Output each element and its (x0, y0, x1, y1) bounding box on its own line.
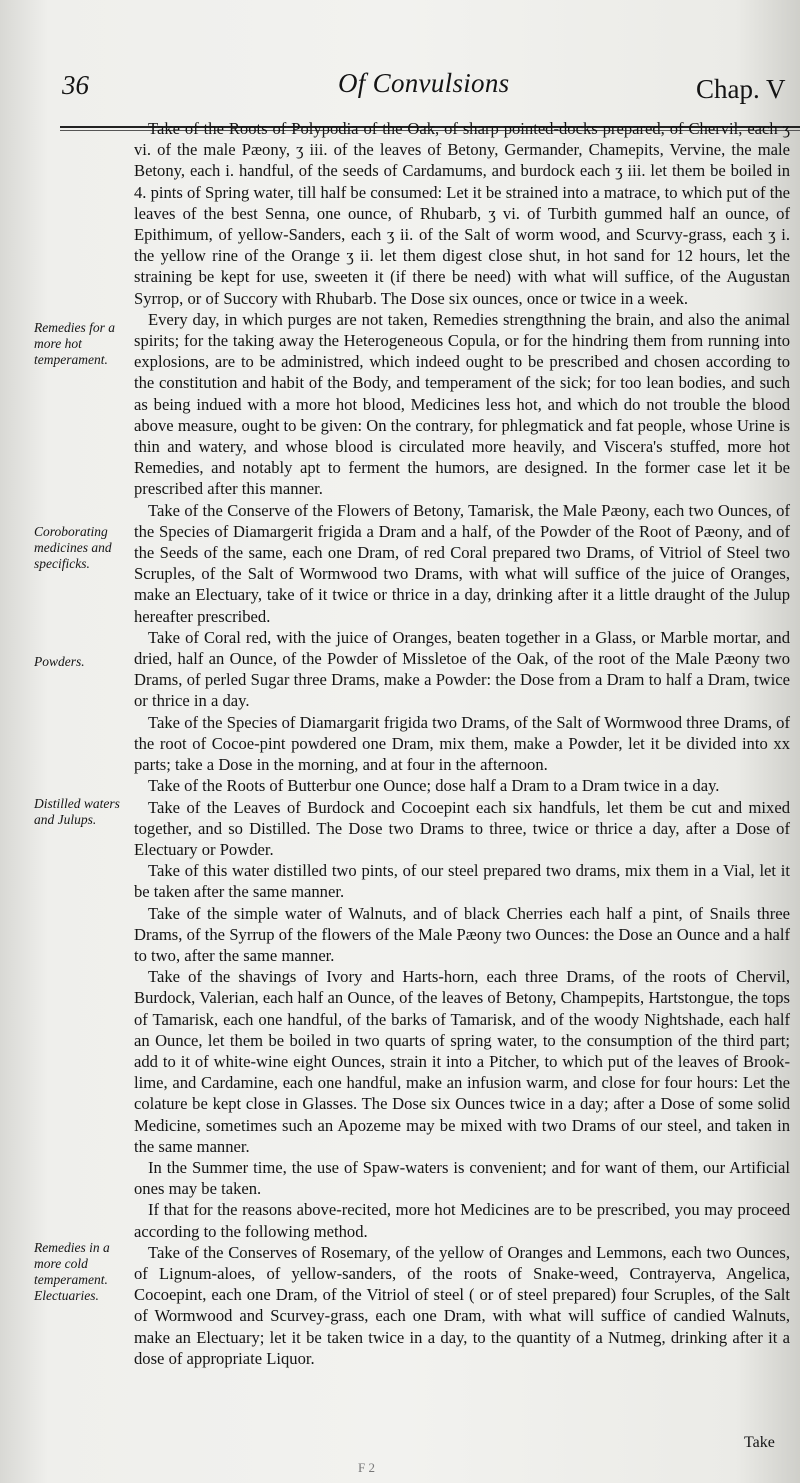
paragraph: Take of the Conserve of the Flowers of Betony, Tamarisk, the Male Pæony, each two Ounces, of the Species of Diamargerit frigida a Dram and a half, of the Powder of the Root of Pæony, and of the Seeds of the same, each one Dram, of red Coral prepared two Drams, of Vitriol of Steel two Scruples, of the Salt of Wormwood two Drams, with what will suffice of the juice of Oranges, make an Electuary, take of it twice or thrice in a day, drinking after it a little draught of the Julup hereafter prescribed. (134, 500, 790, 626)
paragraph: In the Summer time, the use of Spaw-waters is convenient; and for want of them, our Artificial ones may be taken. (134, 1157, 790, 1199)
paragraph: Take of Coral red, with the juice of Oranges, beaten together in a Glass, or Marble mortar, and dried, half an Ounce, of the Powder of Missletoe of the Oak, of the root of the Male Pæony two Drams, of perled Sugar three Drams, make a Powder: the Dose from a Dram to half a Dram, twice or thrice in a day. (134, 627, 790, 711)
page-header (30, 66, 800, 110)
paragraph: If that for the reasons above-recited, more hot Medicines are to be prescribed, you may proceed according to the following method. (134, 1200, 790, 1241)
margin-note-distilled-waters: Distilled waters and Julups. (34, 796, 120, 827)
page-number: 36 (62, 70, 89, 100)
running-title: Of Convulsions (338, 68, 510, 98)
margin-note-corroborating: Coroborating medicines and specificks. (34, 524, 112, 571)
signature-mark: F 2 (358, 1460, 375, 1475)
paragraph: Take of the Roots of Butterbur one Ounce; dose half a Dram to a Dram twice in a day. (148, 776, 720, 796)
paragraph: Take of this water distilled two pints, of our steel prepared two drams, mix them in a Vial, let it be taken after the same manner. (134, 861, 790, 902)
chapter-label: Chap. V (696, 74, 786, 104)
paragraph: Take of the Species of Diamargarit frigida two Drams, of the Salt of Wormwood three Drams, of the root of Cocoe-pint powdered one Dram, mix them, make a Powder, let it be divided into xx parts; take a Dose in the morning, and at four in the afternoon. (134, 712, 790, 775)
main-text (134, 118, 790, 1369)
paragraph: Take of the simple water of Walnuts, and of black Cherries each half a pint, of Snails three Drams, of the Syrrup of the flowers of the Male Pæony two Ounces: the Dose an Ounce and a half to two, after the same manner. (134, 903, 790, 965)
paragraph: Take of the Conserves of Rosemary, of the yellow of Oranges and Lemmons, each two Ounces, of Lignum-aloes, of yellow-sanders, of the roots of Snake-weed, Contrayerva, Angelica, Cocoepint, each one Dram, of the Vitriol of steel ( or of steel prepared) four Scruples, of the Salt of Wormwood and Scurvey-grass, each one Dram, with what will suffice of candied Walnuts, make an Electuary; let it be taken twice in a day, to the quantity of a Nutmeg, drinking after it a dose of appropriate Liquor. (134, 1242, 790, 1368)
margin-note-powders: Powders. (34, 654, 85, 669)
paragraph: Take of the Leaves of Burdock and Cocoepint each six handfuls, let them be cut and mixed together, and so Distilled. The Dose two Drams to three, twice or thrice a day, after a Dose of Electuary or Powder. (134, 797, 790, 859)
catchword: Take (744, 1434, 775, 1451)
paragraph: Every day, in which purges are not taken, Remedies strengthning the brain, and also the animal spirits; for the taking away the Heterogeneous Copula, or for the hindring them from running into explosions, are to be administred, which indeed ought to be prescribed and chosen according to the constitution and habit of the Body, and temperament of the sick; for too lean bodies, and such as being indued with a more hot blood, Medicines less hot, and which do not trouble the blood above measure, ought to be given: On the contrary, for phlegmatick and fat people, whose Urine is thin and watery, and whose blood is circulated more heavily, and Viscera's stuffed, more hot Remedies, and notably apt to ferment the humors, are designed. In the former case let it be prescribed after this manner. (134, 309, 790, 499)
margin-note-hot-temperament: Remedies for a more hot temperament. (34, 320, 115, 367)
paragraph: Take of the shavings of Ivory and Harts-horn, each three Drams, of the roots of Chervil, Burdock, Valerian, each half an Ounce, of the leaves of Betony, Champepits, Hartstongue, the tops of Tamarisk, each one handful, of the barks of Tamarisk, and of the woody Nightshade, each half an Ounce, let them be boiled in two quarts of spring water, to the consumption of the third part; add to it of white-wine eight Ounces, strain it into a Pitcher, to which put of the leaves of Brook-lime, and Cardamine, each one handful, make an infusion warm, and close for four hours: Let the colature be kept close in Glasses. The Dose six Ounces twice in a day; after a Dose of some solid Medicine, sometimes such an Apozeme may be mixed with two Drams of our steel, and taken in the same manner. (134, 967, 790, 1156)
paragraph: Take of the Roots of Polypodia of the Oak, of sharp pointed-docks prepared, of Chervil, each ʒ vi. of the male Pæony, ʒ iii. of the leaves of Betony, Germander, Chamepits, Vervine, the male Betony, each i. handful, of the seeds of Cardamums, and burdock each ʒ iii. let them be boiled in 4. pints of Spring water, till half be consumed: Let it be strained into a matrace, to which put of the leaves of the best Senna, one ounce, of Rhubarb, ʒ vi. of Turbith gummed half an ounce, of Epithimum, of yellow-Sanders, each ʒ ii. of the Salt of worm wood, and Scurvy-grass, each ʒ i. the yellow rine of the Orange ʒ ii. let them digest close shut, in hot sand for 12 hours, let the straining be kept for use, sweeten it (if there be need) with what will suffice, of the Augustan Syrrop, or of Succory with Rhubarb. The Dose six ounces, once or twice in a week. (134, 119, 791, 308)
margin-note-cold-temperament: Remedies in a more cold temperament. Electuaries. (34, 1240, 110, 1303)
